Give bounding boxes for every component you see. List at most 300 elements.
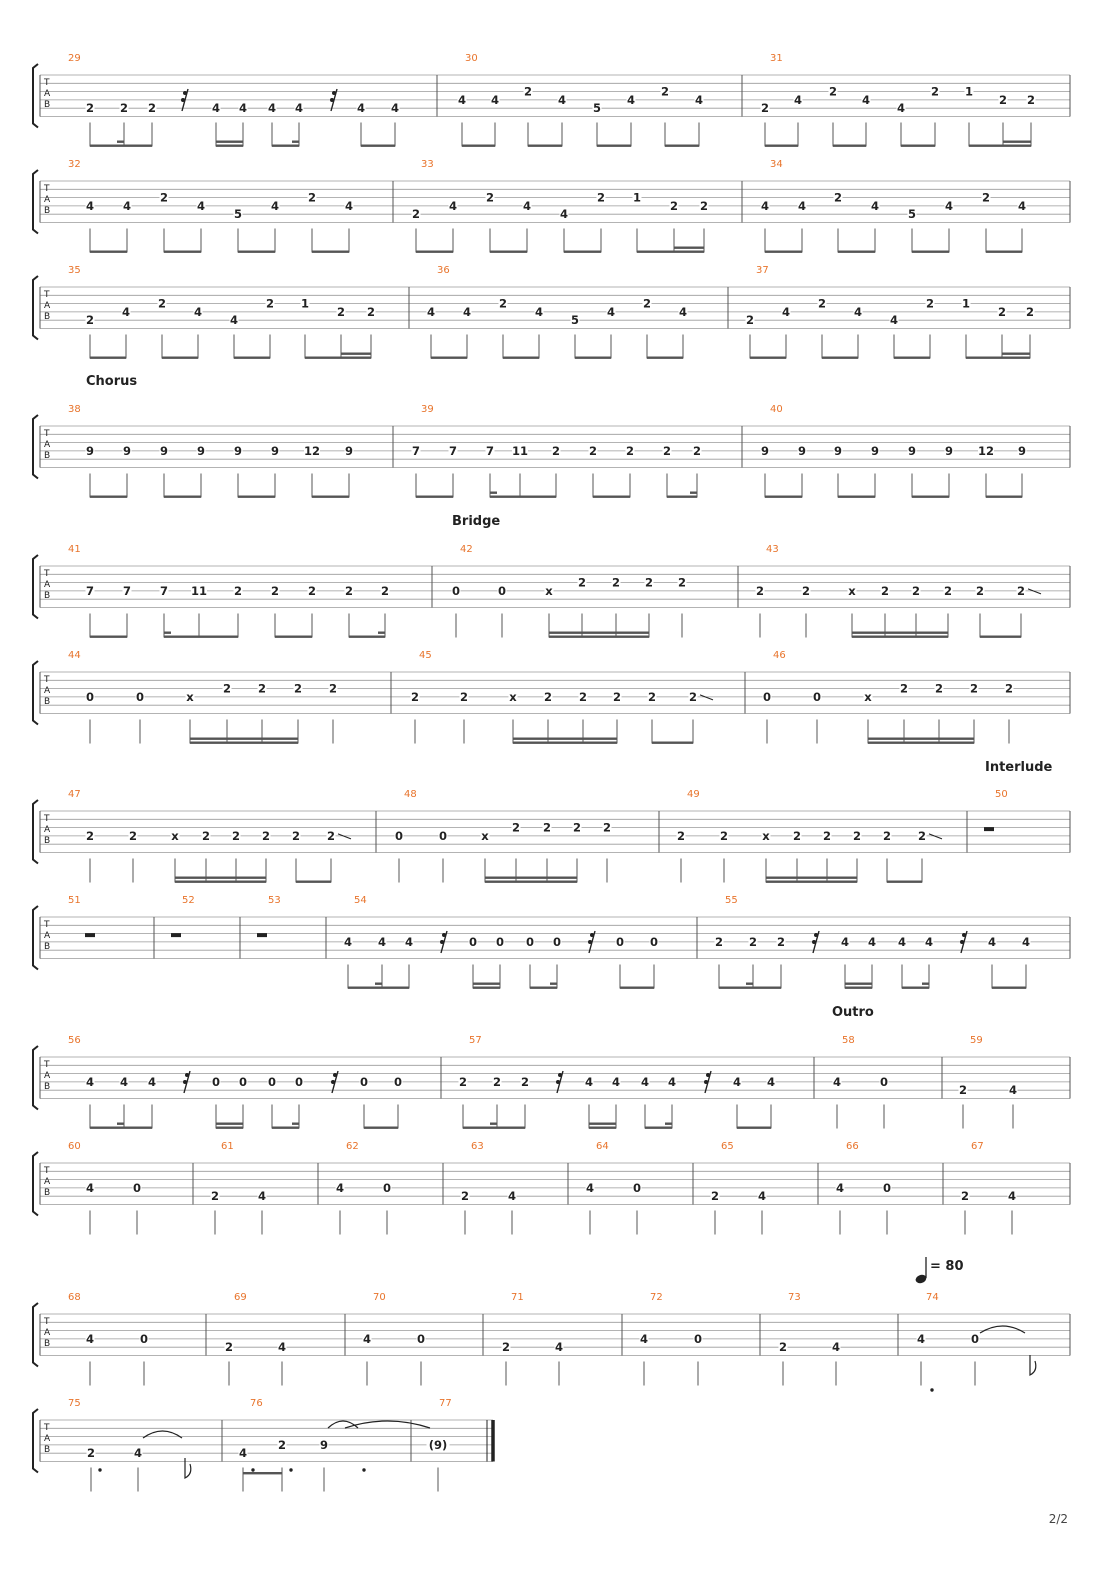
beam <box>912 251 949 253</box>
tab-fret-number: 2 <box>1004 681 1014 696</box>
tab-fret-number: 2 <box>822 828 832 843</box>
tab-fret-number: 4 <box>797 198 807 213</box>
tab-fret-number: 4 <box>639 1331 649 1346</box>
tie-arc <box>328 1421 358 1428</box>
beam <box>90 357 126 359</box>
measure-number: 59 <box>970 1035 983 1046</box>
measure-number: 45 <box>419 650 432 661</box>
tab-fret-number: 2 <box>714 934 724 949</box>
tab-fret-number: 2 <box>960 1189 970 1204</box>
system-bracket <box>33 170 38 234</box>
page-number: 2/2 <box>1048 1512 1068 1526</box>
tab-fret-number: 12 <box>303 443 321 458</box>
tab-fret-number: 2 <box>511 820 521 835</box>
measure-number: 50 <box>995 789 1008 800</box>
section-label-bridge: Bridge <box>452 514 501 529</box>
tab-fret-number: 2 <box>778 1340 788 1355</box>
tab-fret-number: (9) <box>428 1437 448 1452</box>
tab-fret-number: 4 <box>211 101 221 116</box>
tab-fret-number: 2 <box>307 190 317 205</box>
tab-fret-number: 4 <box>924 934 934 949</box>
tab-fret-number: 2 <box>366 304 376 319</box>
tab-fret-number: 2 <box>577 575 587 590</box>
tab-fret-number: 2 <box>85 101 95 116</box>
tab-clef-letter: B <box>44 591 51 601</box>
measure-number: 60 <box>68 1141 81 1152</box>
section-label-chorus: Chorus <box>86 374 138 389</box>
tab-fret-number: 0 <box>451 583 461 598</box>
tab-fret-number: 4 <box>896 101 906 116</box>
tab-clef-letter: A <box>44 1071 51 1081</box>
measure-number: 40 <box>770 404 783 415</box>
beam <box>292 1123 299 1125</box>
slide-mark <box>700 695 713 700</box>
tab-fret-number: 4 <box>897 934 907 949</box>
beam <box>503 357 539 359</box>
measure-number: 48 <box>404 789 417 800</box>
beam <box>575 357 611 359</box>
tab-fret-number: 2 <box>326 828 336 843</box>
beam <box>513 742 617 744</box>
beam <box>746 983 753 985</box>
tab-clef-letter: T <box>44 569 50 579</box>
tab-fret-number: 4 <box>119 1074 129 1089</box>
tab-fret-number: 2 <box>647 689 657 704</box>
tab-clef-letter: A <box>44 825 51 835</box>
tab-fret-number: 7 <box>448 443 458 458</box>
tab-fret-number: 2 <box>551 443 561 458</box>
beam <box>349 636 385 638</box>
beam <box>845 983 872 985</box>
tab-fret-number: 4 <box>147 1074 157 1089</box>
beam <box>1002 353 1030 355</box>
beam <box>750 357 786 359</box>
measure-number: 72 <box>650 1292 663 1303</box>
measure-number: 37 <box>756 265 769 276</box>
tab-fret-number: 2 <box>852 828 862 843</box>
tab-clef-letter: T <box>44 920 50 930</box>
beam <box>868 738 974 740</box>
eighth-flag-icon <box>185 1458 191 1478</box>
tab-fret-number: x <box>848 583 856 598</box>
measure-number: 73 <box>788 1292 801 1303</box>
beam <box>549 636 649 638</box>
tab-fret-number: 2 <box>261 828 271 843</box>
system-bracket <box>33 800 38 864</box>
tab-clef-letter: T <box>44 429 50 439</box>
beam <box>90 636 127 638</box>
tab-fret-number: 2 <box>925 296 935 311</box>
tab-clef-letter: A <box>44 1177 51 1187</box>
tab-clef-letter: B <box>44 942 51 952</box>
tab-fret-number: 1 <box>632 190 642 205</box>
beam <box>190 738 298 740</box>
measure-number: 77 <box>439 1398 452 1409</box>
tab-fret-number: 4 <box>861 92 871 107</box>
tab-fret-number: 0 <box>615 934 625 949</box>
slide-mark <box>338 834 351 839</box>
tab-fret-number: 4 <box>853 304 863 319</box>
beam <box>473 987 500 989</box>
measure-number: 44 <box>68 650 81 661</box>
tab-fret-number: 1 <box>300 296 310 311</box>
tab-fret-number: 4 <box>257 1189 267 1204</box>
tab-fret-number: 4 <box>490 92 500 107</box>
beam <box>272 145 299 147</box>
measure-number: 62 <box>346 1141 359 1152</box>
tab-fret-number: 4 <box>344 198 354 213</box>
tab-fret-number: 2 <box>201 828 211 843</box>
tab-fret-number: 2 <box>458 1074 468 1089</box>
beam <box>868 742 974 744</box>
slide-mark <box>1028 589 1041 594</box>
beam <box>969 145 1031 147</box>
beam <box>216 1123 243 1125</box>
tab-fret-number: 4 <box>835 1180 845 1195</box>
tab-fret-number: 2 <box>828 84 838 99</box>
augmentation-dot <box>930 1388 933 1391</box>
tab-fret-number: 0 <box>649 934 659 949</box>
tab-fret-number: 2 <box>817 296 827 311</box>
beam <box>175 881 266 883</box>
tab-fret-number: 4 <box>1021 934 1031 949</box>
tab-fret-number: 2 <box>719 828 729 843</box>
tab-fret-number: 2 <box>293 681 303 696</box>
tab-fret-number: 4 <box>694 92 704 107</box>
beam <box>243 1472 282 1474</box>
tab-fret-number: 2 <box>523 84 533 99</box>
system-bracket <box>33 555 38 619</box>
beam <box>473 983 500 985</box>
measure-number: 74 <box>926 1292 939 1303</box>
measure-number: 32 <box>68 159 81 170</box>
tab-fret-number: 2 <box>410 689 420 704</box>
whole-rest-icon <box>85 933 95 937</box>
tab-fret-number: 4 <box>85 1331 95 1346</box>
tab-fret-number: 4 <box>390 101 400 116</box>
tab-fret-number: 2 <box>692 443 702 458</box>
beam <box>490 1123 497 1125</box>
tab-fret-number: 9 <box>870 443 880 458</box>
beam <box>164 496 201 498</box>
tab-fret-number: 0 <box>693 1331 703 1346</box>
tab-fret-number: 4 <box>196 198 206 213</box>
beam <box>463 1127 525 1129</box>
tab-fret-number: 9 <box>233 443 243 458</box>
tab-fret-number: 2 <box>930 84 940 99</box>
beam <box>822 357 858 359</box>
tab-clef-letter: T <box>44 78 50 88</box>
beam <box>852 632 948 634</box>
beam <box>238 496 275 498</box>
tab-fret-number: 9 <box>833 443 843 458</box>
tab-fret-number: 9 <box>907 443 917 458</box>
tab-fret-number: 2 <box>257 681 267 696</box>
tab-fret-number: 4 <box>944 198 954 213</box>
tab-fret-number: 4 <box>267 101 277 116</box>
measure-number: 41 <box>68 544 81 555</box>
beam <box>312 496 349 498</box>
measure-number: 39 <box>421 404 434 415</box>
tab-fret-number: 0 <box>211 1074 221 1089</box>
measure-number: 57 <box>469 1035 482 1046</box>
tab-fret-number: 2 <box>688 689 698 704</box>
tab-fret-number: 2 <box>498 296 508 311</box>
tab-fret-number: 4 <box>1007 1189 1017 1204</box>
system-bracket <box>33 1409 38 1473</box>
tab-fret-number: 2 <box>157 296 167 311</box>
beam <box>620 987 654 989</box>
beam <box>216 1127 243 1129</box>
tab-fret-number: 2 <box>997 304 1007 319</box>
augmentation-dot <box>98 1468 101 1471</box>
beam <box>719 987 781 989</box>
tab-fret-number: 2 <box>1026 92 1036 107</box>
tab-fret-number: 2 <box>699 198 709 213</box>
tab-fret-number: 4 <box>534 304 544 319</box>
tab-fret-number: 4 <box>457 92 467 107</box>
beam <box>690 492 697 494</box>
beam <box>589 1127 616 1129</box>
tab-fret-number: 9 <box>344 443 354 458</box>
tab-fret-number: x <box>481 828 489 843</box>
beam <box>416 496 453 498</box>
measure-number: 36 <box>437 265 450 276</box>
beam <box>272 1127 299 1129</box>
tab-fret-number: 2 <box>543 689 553 704</box>
tab-clef-letter: B <box>44 312 51 322</box>
tab-fret-number: 9 <box>1017 443 1027 458</box>
system-bracket <box>33 276 38 340</box>
tab-fret-number: 2 <box>222 681 232 696</box>
tab-fret-number: 4 <box>760 198 770 213</box>
tab-fret-number: 2 <box>958 1083 968 1098</box>
beam <box>190 742 298 744</box>
tab-fret-number: 0 <box>139 1331 149 1346</box>
tab-fret-number: 2 <box>291 828 301 843</box>
beam <box>175 877 266 879</box>
tab-fret-number: 4 <box>85 1074 95 1089</box>
tab-fret-number: 9 <box>270 443 280 458</box>
tab-fret-number: 4 <box>840 934 850 949</box>
tab-fret-number: 7 <box>159 583 169 598</box>
tab-fret-number: 0 <box>468 934 478 949</box>
tab-clef-letter: B <box>44 836 51 846</box>
system-bracket <box>33 64 38 128</box>
measure-number: 35 <box>68 265 81 276</box>
measure-number: 58 <box>842 1035 855 1046</box>
tab-fret-number: 0 <box>238 1074 248 1089</box>
tab-fret-number: 2 <box>880 583 890 598</box>
tab-fret-number: 4 <box>238 1446 248 1461</box>
beam <box>564 251 601 253</box>
whole-rest-icon <box>171 933 181 937</box>
measure-number: 75 <box>68 1398 81 1409</box>
beam <box>312 251 349 253</box>
tab-fret-number: 0 <box>632 1180 642 1195</box>
beam <box>296 881 331 883</box>
tab-fret-number: 0 <box>85 689 95 704</box>
beam <box>589 1123 616 1125</box>
tab-fret-number: 4 <box>832 1074 842 1089</box>
tab-fret-number: 4 <box>585 1180 595 1195</box>
tab-fret-number: 4 <box>193 304 203 319</box>
tab-system <box>33 1152 1070 1235</box>
tab-fret-number: 2 <box>1016 583 1026 598</box>
beam <box>530 987 557 989</box>
tab-fret-number: 2 <box>501 1340 511 1355</box>
tab-clef-letter: A <box>44 89 51 99</box>
tab-fret-number: 2 <box>644 575 654 590</box>
measure-number: 71 <box>511 1292 524 1303</box>
tab-clef-letter: A <box>44 580 51 590</box>
tab-fret-number: 2 <box>755 583 765 598</box>
measure-number: 30 <box>465 53 478 64</box>
tab-fret-number: 2 <box>745 313 755 328</box>
tab-system <box>33 800 1070 883</box>
measure-number: 33 <box>421 159 434 170</box>
tab-fret-number: 0 <box>135 689 145 704</box>
beam <box>765 145 798 147</box>
beam <box>597 145 631 147</box>
tab-fret-number: 9 <box>159 443 169 458</box>
beam <box>238 251 275 253</box>
beam <box>216 141 243 143</box>
beam <box>275 636 312 638</box>
tab-fret-number: 1 <box>964 84 974 99</box>
tab-fret-number: 0 <box>882 1180 892 1195</box>
beam <box>665 145 699 147</box>
measure-number: 51 <box>68 895 81 906</box>
tab-fret-number: 0 <box>294 1074 304 1089</box>
tab-fret-number: 9 <box>196 443 206 458</box>
tab-fret-number: 9 <box>760 443 770 458</box>
tab-fret-number: 5 <box>592 101 602 116</box>
tab-fret-number: 4 <box>831 1340 841 1355</box>
tab-fret-number: 4 <box>85 198 95 213</box>
measure-number: 69 <box>234 1292 247 1303</box>
system-bracket <box>33 1046 38 1110</box>
beam <box>637 251 704 253</box>
tab-fret-number: 2 <box>801 583 811 598</box>
tab-fret-number: 4 <box>404 934 414 949</box>
measure-number: 66 <box>846 1141 859 1152</box>
tab-fret-number: 2 <box>210 1189 220 1204</box>
tab-fret-number: 4 <box>867 934 877 949</box>
tab-clef-letter: A <box>44 440 51 450</box>
beam <box>431 357 467 359</box>
tab-fret-number: 5 <box>233 207 243 222</box>
tab-fret-number: 4 <box>335 1180 345 1195</box>
tab-fret-number: 4 <box>462 304 472 319</box>
tab-fret-number: 2 <box>596 190 606 205</box>
tab-fret-number: 4 <box>356 101 366 116</box>
tab-fret-number: 4 <box>557 92 567 107</box>
beam <box>833 145 866 147</box>
tab-fret-number: 5 <box>907 207 917 222</box>
tab-fret-number: 2 <box>833 190 843 205</box>
beam <box>674 247 704 249</box>
tab-fret-number: 7 <box>122 583 132 598</box>
beam <box>765 251 802 253</box>
beam <box>838 496 875 498</box>
augmentation-dot <box>251 1468 254 1471</box>
tab-fret-number: 4 <box>766 1074 776 1089</box>
tab-fret-number: 9 <box>122 443 132 458</box>
slide-mark <box>929 834 942 839</box>
tab-fret-number: 0 <box>359 1074 369 1089</box>
tab-fret-number: 2 <box>792 828 802 843</box>
tab-fret-number: 7 <box>85 583 95 598</box>
tab-fret-number: 4 <box>362 1331 372 1346</box>
tab-fret-number: 12 <box>977 443 995 458</box>
tie-arc <box>345 1421 430 1428</box>
tab-fret-number: 2 <box>676 828 686 843</box>
tab-fret-number: 2 <box>677 575 687 590</box>
tab-clef-letter: T <box>44 814 50 824</box>
tab-fret-number: 0 <box>970 1331 980 1346</box>
tab-fret-number: 2 <box>998 92 1008 107</box>
tab-fret-number: 2 <box>520 1074 530 1089</box>
tab-fret-number: 4 <box>229 313 239 328</box>
tab-fret-number: 4 <box>270 198 280 213</box>
tab-fret-number: 2 <box>231 828 241 843</box>
tab-fret-number: 0 <box>762 689 772 704</box>
tab-fret-number: 2 <box>460 1189 470 1204</box>
tab-fret-number: 0 <box>812 689 822 704</box>
tab-fret-number: 2 <box>612 689 622 704</box>
beam <box>766 877 857 879</box>
tab-fret-number: 2 <box>542 820 552 835</box>
beam <box>887 881 922 883</box>
beam <box>845 987 872 989</box>
tab-fret-number: 2 <box>934 681 944 696</box>
tab-fret-number: 5 <box>570 313 580 328</box>
beam <box>922 983 929 985</box>
beam <box>902 987 929 989</box>
tab-clef-letter: B <box>44 1445 51 1455</box>
tab-fret-number: x <box>186 689 194 704</box>
tab-fret-number: 2 <box>911 583 921 598</box>
tab-fret-number: 2 <box>710 1189 720 1204</box>
tab-clef-letter: T <box>44 675 50 685</box>
tab-fret-number: 4 <box>522 198 532 213</box>
beam <box>894 357 930 359</box>
tab-fret-number: 2 <box>307 583 317 598</box>
tab-fret-number: 2 <box>917 828 927 843</box>
tab-fret-number: 4 <box>133 1446 143 1461</box>
tab-fret-number: 2 <box>159 190 169 205</box>
tab-clef-letter: B <box>44 100 51 110</box>
tab-fret-number: x <box>171 828 179 843</box>
tab-fret-number: 2 <box>776 934 786 949</box>
tab-fret-number: 4 <box>606 304 616 319</box>
tab-clef-letter: A <box>44 686 51 696</box>
measure-number: 76 <box>250 1398 263 1409</box>
measure-number: 29 <box>68 53 81 64</box>
beam <box>549 632 649 634</box>
tab-fret-number: 2 <box>572 820 582 835</box>
tab-system <box>33 1046 1070 1129</box>
tab-fret-number: 2 <box>1025 304 1035 319</box>
system-bracket <box>33 1152 38 1216</box>
tab-fret-number: 4 <box>667 1074 677 1089</box>
beam <box>348 987 409 989</box>
measure-number: 49 <box>687 789 700 800</box>
tab-system <box>33 276 1070 359</box>
measure-number: 55 <box>725 895 738 906</box>
tab-clef-letter: B <box>44 697 51 707</box>
